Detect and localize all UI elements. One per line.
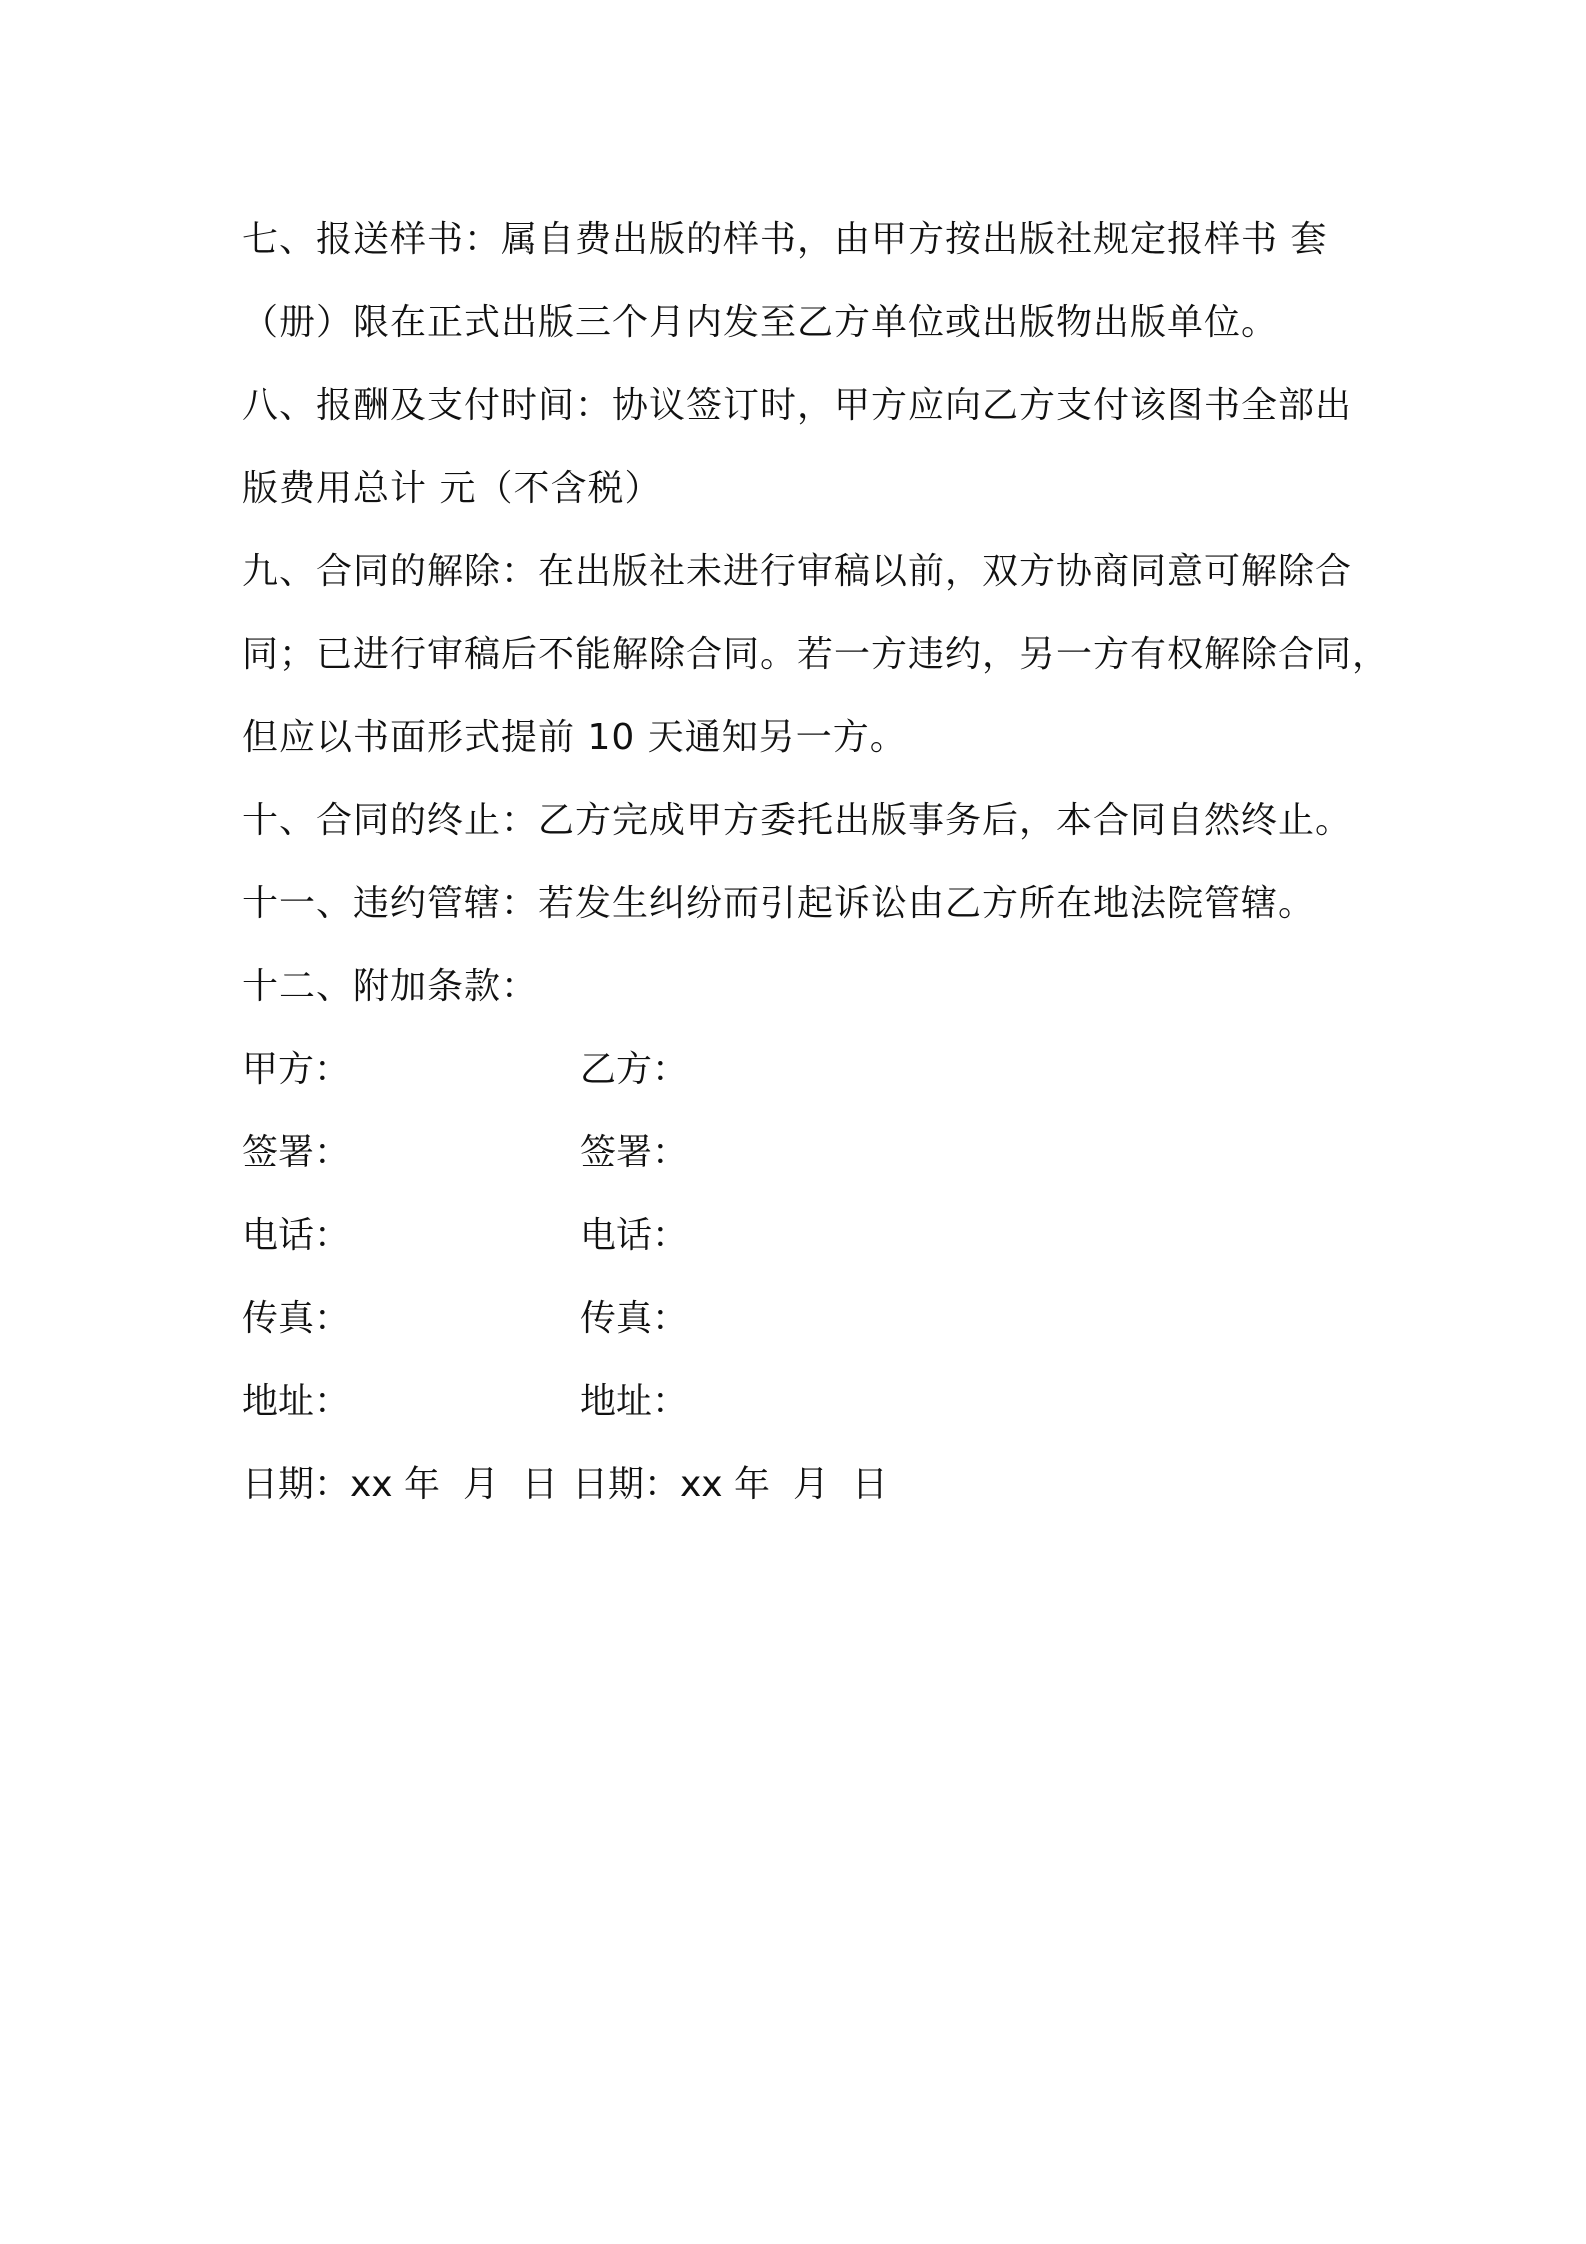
party-a-label: 甲方： xyxy=(242,1049,351,1090)
party-a-date: 日期：xx 年 月 日 xyxy=(242,1464,558,1505)
clause-9-line-3: 但应以书面形式提前 10 天通知另一方。 xyxy=(242,717,907,758)
clause-7-line-1: 七、报送样书：属自费出版的样书，由甲方按出版社规定报样书 套 xyxy=(242,219,1328,260)
signature-row-sign xyxy=(242,1111,1362,1194)
party-b-address-label: 地址： xyxy=(580,1381,689,1422)
clause-8-line-1: 八、报酬及支付时间：协议签订时，甲方应向乙方支付该图书全部出 xyxy=(242,385,1353,426)
clause-11: 十一、违约管辖：若发生纠纷而引起诉讼由乙方所在地法院管辖。 xyxy=(242,883,1316,924)
clause-9-line-1: 九、合同的解除：在出版社未进行审稿以前，双方协商同意可解除合 xyxy=(242,551,1353,592)
clause-7-line-2: （册）限在正式出版三个月内发至乙方单位或出版物出版单位。 xyxy=(242,302,1279,343)
party-a-sign-label: 签署： xyxy=(242,1132,351,1173)
signature-row-phone xyxy=(242,1194,1362,1277)
party-b-date: 日期：xx 年 月 日 xyxy=(572,1464,888,1505)
contract-body xyxy=(242,198,1390,1526)
signature-row-fax xyxy=(242,1277,1362,1360)
party-b-sign-label: 签署： xyxy=(580,1132,689,1173)
signature-row-date xyxy=(242,1443,1362,1526)
party-b-label: 乙方： xyxy=(580,1049,689,1090)
clause-8-line-2: 版费用总计 元（不含税） xyxy=(242,468,662,509)
party-b-fax-label: 传真： xyxy=(580,1298,689,1339)
clause-9-line-2: 同；已进行审稿后不能解除合同。若一方违约，另一方有权解除合同， xyxy=(242,634,1390,675)
clause-12: 十二、附加条款： xyxy=(242,966,539,1007)
party-a-address-label: 地址： xyxy=(242,1381,351,1422)
signature-row-party xyxy=(242,1028,1362,1111)
signature-row-address xyxy=(242,1360,1362,1443)
party-b-phone-label: 电话： xyxy=(580,1215,689,1256)
clause-10: 十、合同的终止：乙方完成甲方委托出版事务后，本合同自然终止。 xyxy=(242,800,1353,841)
party-a-fax-label: 传真： xyxy=(242,1298,351,1339)
party-a-phone-label: 电话： xyxy=(242,1215,351,1256)
